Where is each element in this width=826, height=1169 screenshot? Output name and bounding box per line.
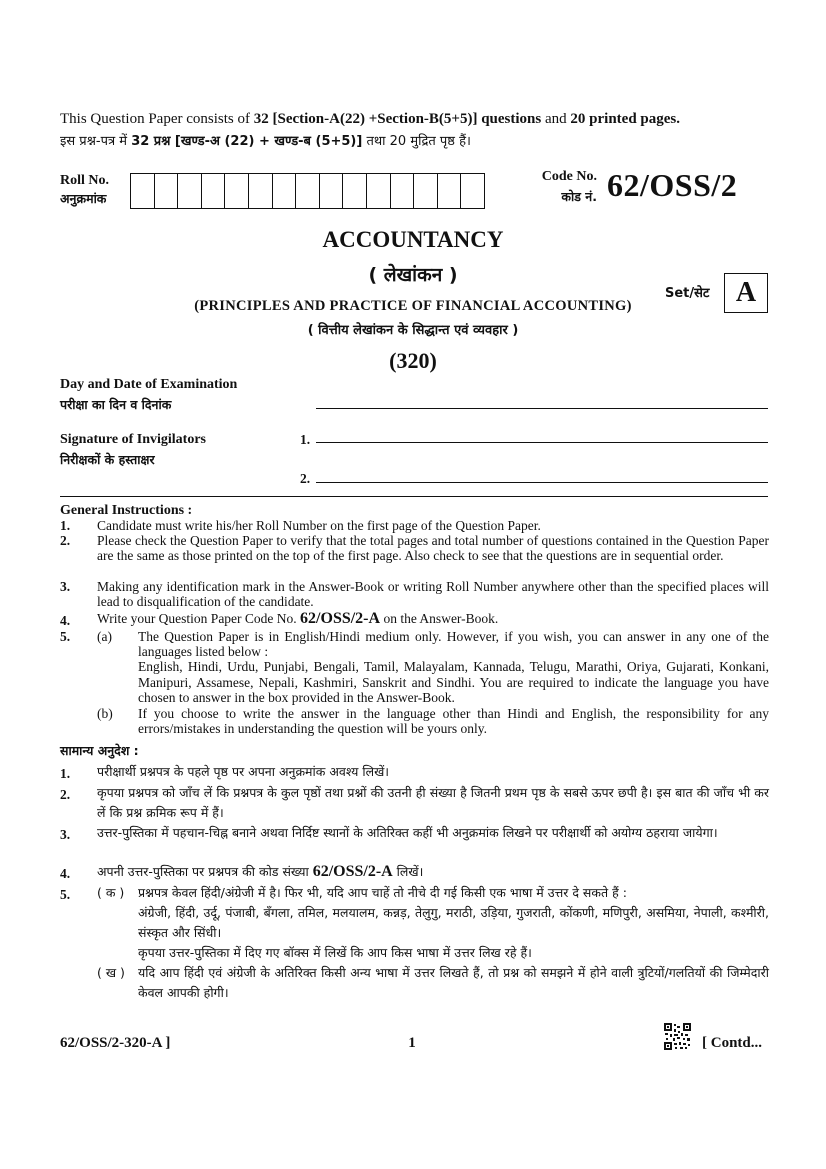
subject-code: (320) (389, 348, 437, 373)
roll-box[interactable] (155, 174, 179, 208)
instruction-5a-label: (a) (97, 629, 112, 644)
signature-1-number: 1. (300, 432, 311, 447)
roll-box[interactable] (296, 174, 320, 208)
hindi-instruction-5b-label: ( ख ) (97, 965, 125, 980)
subject-title-hi: ( लेखांकन ) (368, 264, 458, 286)
roll-box[interactable] (414, 174, 438, 208)
instruction-number: 3. (60, 579, 71, 594)
instruction-5a-text: The Question Paper is in English/Hindi medium only. However, if you wish, you can answer in any one of the languages listed below : English, Hindi, Urdu, Punjabi, Bengali, Tamil, Malayalam, Kannada, Telugu, Marathi, Oriya, Gujarati, Konkani, Manipuri, Assamese, Nepali, Kashmiri, Sanskrit and Sindhi. You are required to indicate the language you have chosen to answer in the box provided in the Answer-Book. (138, 629, 769, 705)
paper-title-hi: ( वित्तीय लेखांकन के सिद्धान्त एवं व्यवहार ) (307, 323, 519, 338)
instruction-number: 3. (60, 827, 71, 842)
invigilator-label-en: Signature of Invigilators (60, 432, 206, 447)
question-paper-code: 62/OSS/2 (607, 167, 738, 203)
exam-date-label-hi: परीक्षा का दिन व दिनांक (60, 397, 172, 412)
exam-date-label-en: Day and Date of Examination (60, 377, 238, 392)
roll-label-en: Roll No. (60, 173, 109, 188)
hindi-instruction-1: परीक्षार्थी प्रश्नपत्र के पहले पृष्ठ पर अपना अनुक्रमांक अवश्य लिखें। (97, 764, 390, 779)
set-label: Set/सेट (665, 286, 710, 301)
hindi-instruction-4: अपनी उत्तर-पुस्तिका पर प्रश्नपत्र की कोड संख्या 62/OSS/2-A लिखें। (97, 863, 424, 880)
roll-box[interactable] (273, 174, 297, 208)
page-number: 1 (408, 1035, 416, 1051)
signature-2-line[interactable] (316, 482, 768, 483)
roll-box[interactable] (249, 174, 273, 208)
roll-box[interactable] (178, 174, 202, 208)
instruction-5b-text: If you choose to write the answer in the language other than Hindi and English, the responsibility for any errors/mistakes in understanding the question will be yours only. (138, 706, 769, 737)
roll-box[interactable] (461, 174, 484, 208)
exam-date-line[interactable] (316, 408, 768, 409)
roll-box[interactable] (225, 174, 249, 208)
roll-box[interactable] (131, 174, 155, 208)
section-divider (60, 496, 768, 497)
signature-2-number: 2. (300, 471, 311, 486)
instruction-number: 5. (60, 629, 71, 644)
instruction-number: 2. (60, 533, 71, 548)
instruction-number: 5. (60, 887, 71, 902)
footer-paper-code: 62/OSS/2-320-A ] (60, 1035, 171, 1051)
general-instructions-heading: General Instructions : (60, 503, 193, 518)
hindi-instruction-2: कृपया प्रश्नपत्र को जाँच लें कि प्रश्नपत्र के कुल पृष्ठों तथा प्रश्नों की उतनी ही संख्या है जितनी प्रथम पृष्ठ के सबसे ऊपर छपी है। इस बात की जाँच भी कर लें कि प्रश्न क्रमिक रूप में हैं। (97, 785, 769, 820)
hindi-instructions-heading: सामान्य अनुदेश : (60, 743, 139, 758)
roll-label-hi: अनुक्रमांक (60, 191, 107, 206)
instruction-1: Candidate must write his/her Roll Number on the first page of the Question Paper. (97, 518, 541, 533)
roll-box[interactable] (391, 174, 415, 208)
qr-code-icon (664, 1023, 691, 1050)
paper-title: (PRINCIPLES AND PRACTICE OF FINANCIAL ACCOUNTING) (194, 298, 632, 314)
roll-number-boxes[interactable] (130, 173, 485, 209)
instruction-number: 1. (60, 518, 71, 533)
continued-label: [ Contd... (702, 1035, 763, 1051)
hindi-instruction-5a-text: प्रश्नपत्र केवल हिंदी/अंग्रेजी में है। फिर भी, यदि आप चाहें तो नीचे दी गई किसी एक भाषा में उत्तर दे सकते हैं : अंग्रेजी, हिंदी, उर्दू, पंजाबी, बँगला, तमिल, मलयालम, कन्नड़, तेलुगु, मराठी, उड़िया, गुजराती, कोंकणी, मणिपुरी, असमिया, नेपाली, कश्मीरी, संस्कृत और सिंधी। कृपया उत्तर-पुस्तिका में दिए गए बॉक्स में लिखें कि आप किस भाषा में उत्तर लिख रहे हैं। (138, 885, 769, 960)
hindi-instruction-3: उत्तर-पुस्तिका में पहचान-चिह्न बनाने अथवा निर्दिष्ट स्थानों के अतिरिक्त कहीं भी अनुक्रमांक लिखने पर परीक्षार्थी को अयोग्य ठहराया जायेगा। (97, 825, 718, 840)
invigilator-label-hi: निरीक्षकों के हस्ताक्षर (60, 452, 155, 467)
instruction-number: 1. (60, 766, 71, 781)
instruction-4: Write your Question Paper Code No. 62/OSS/2-A on the Answer-Book. (97, 610, 499, 627)
subject-title: ACCOUNTANCY (322, 227, 504, 252)
roll-box[interactable] (438, 174, 462, 208)
instruction-number: 2. (60, 787, 71, 802)
roll-box[interactable] (367, 174, 391, 208)
roll-box[interactable] (320, 174, 344, 208)
paper-info-en: This Question Paper consists of 32 [Section-A(22) +Section-B(5+5)] questions and 20 printed pages. (60, 111, 680, 127)
code-label-en: Code No. (541, 169, 597, 184)
set-value-box: A (724, 273, 768, 313)
roll-box[interactable] (343, 174, 367, 208)
hindi-instruction-5b-text: यदि आप हिंदी एवं अंग्रेजी के अतिरिक्त किसी अन्य भाषा में उत्तर लिखते हैं, तो प्रश्न को समझने में होने वाली त्रुटियों/गलतियों की जिम्मेदारी केवल आपकी होगी। (138, 965, 769, 1000)
instruction-number: 4. (60, 866, 71, 881)
instruction-number: 4. (60, 613, 71, 628)
paper-info-hi: इस प्रश्न-पत्र में 32 प्रश्न [खण्ड-अ (22) + खण्ड-ब (5+5)] तथा 20 मुद्रित पृष्ठ हैं। (60, 134, 471, 149)
instruction-5b-label: (b) (97, 706, 113, 721)
signature-1-line[interactable] (316, 442, 768, 443)
instruction-3: Making any identification mark in the Answer-Book or writing Roll Number anywhere other than the specified places will lead to disqualification of the candidate. (97, 579, 769, 610)
code-label-hi: कोड नं. (561, 189, 597, 204)
roll-box[interactable] (202, 174, 226, 208)
hindi-instruction-5a-label: ( क ) (97, 885, 125, 900)
instruction-2: Please check the Question Paper to verify that the total pages and total number of questions contained in the Question Paper are the same as those printed on the top of the first page. Also check to see that the questions are in sequential order. (97, 533, 769, 564)
